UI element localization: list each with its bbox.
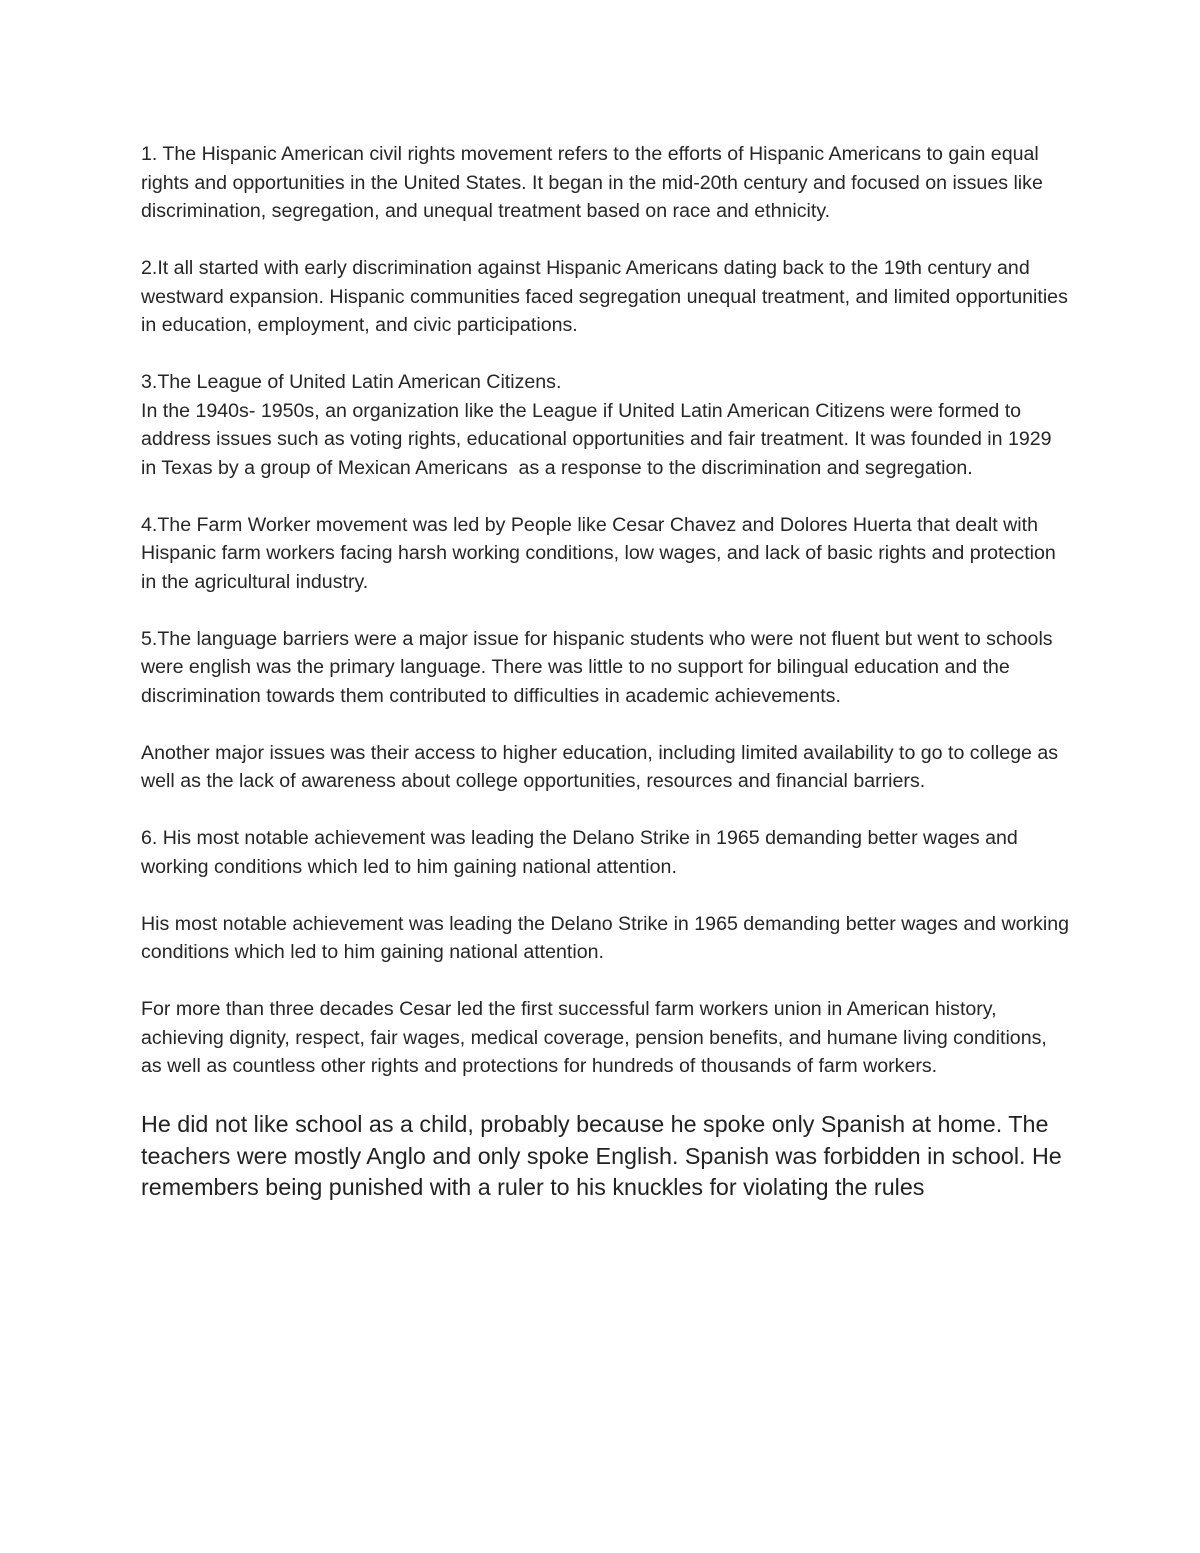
document-body xyxy=(141,140,1075,1232)
paragraph-1: 1. The Hispanic American civil rights movement refers to the efforts of Hispanic Americans to gain equal rights and opportunities in the United States. It began in the mid-20th century and focused on issues like discrimination, segregation, and unequal treatment based on race and ethnicity. xyxy=(141,143,1049,222)
paragraph-6: 6. His most notable achievement was leading the Delano Strike in 1965 demanding better wages and working conditions which led to him gaining national attention. xyxy=(141,827,1024,878)
paragraph-6b: His most notable achievement was leading the Delano Strike in 1965 demanding better wages and working conditions which led to him gaining national attention. xyxy=(141,912,1075,963)
paragraph-5b: Another major issues was their access to higher education, including limited availability to go to college as well as the lack of awareness about college opportunities, resources and financial barriers. xyxy=(141,741,1064,792)
paragraph-3: 3.The League of United Latin American Citizens. In the 1940s- 1950s, an organization like the League if United Latin American Citizens were formed to address issues such as voting rights, educational opportunities and fair treatment. It was founded in 1929 in Texas by a group of Mexican Americans as a response to the discrimination and segregation. xyxy=(141,371,1052,479)
paragraph-6c: For more than three decades Cesar led the first successful farm workers union in American history, achieving dignity, respect, fair wages, medical coverage, pension benefits, and humane living conditions, as well as countless other rights and protections for hundreds of thousands of farm workers. xyxy=(141,998,1053,1077)
paragraph-5: 5.The language barriers were a major issue for hispanic students who were not fluent but went to schools were english was the primary language. There was little to no support for bilingual education and the discrimination towards them contributed to difficulties in academic achievements. xyxy=(141,627,1059,707)
closing-paragraph: He did not like school as a child, probably because he spoke only Spanish at home. The teachers were mostly Anglo and only spoke English. Spanish was forbidden in school. He remembers being punished with a ruler to his knuckles for violating the rules xyxy=(141,1111,1069,1200)
paragraph-4: 4.The Farm Worker movement was led by People like Cesar Chavez and Dolores Huerta that dealt with Hispanic farm workers facing harsh working conditions, low wages, and lack of basic rights and protection in the agricultural industry. xyxy=(141,513,1062,593)
paragraph-2: 2.It all started with early discrimination against Hispanic Americans dating back to the 19th century and westward expansion. Hispanic communities faced segregation unequal treatment, and limited opportunities in education, employment, and civic participations. xyxy=(141,257,1074,336)
